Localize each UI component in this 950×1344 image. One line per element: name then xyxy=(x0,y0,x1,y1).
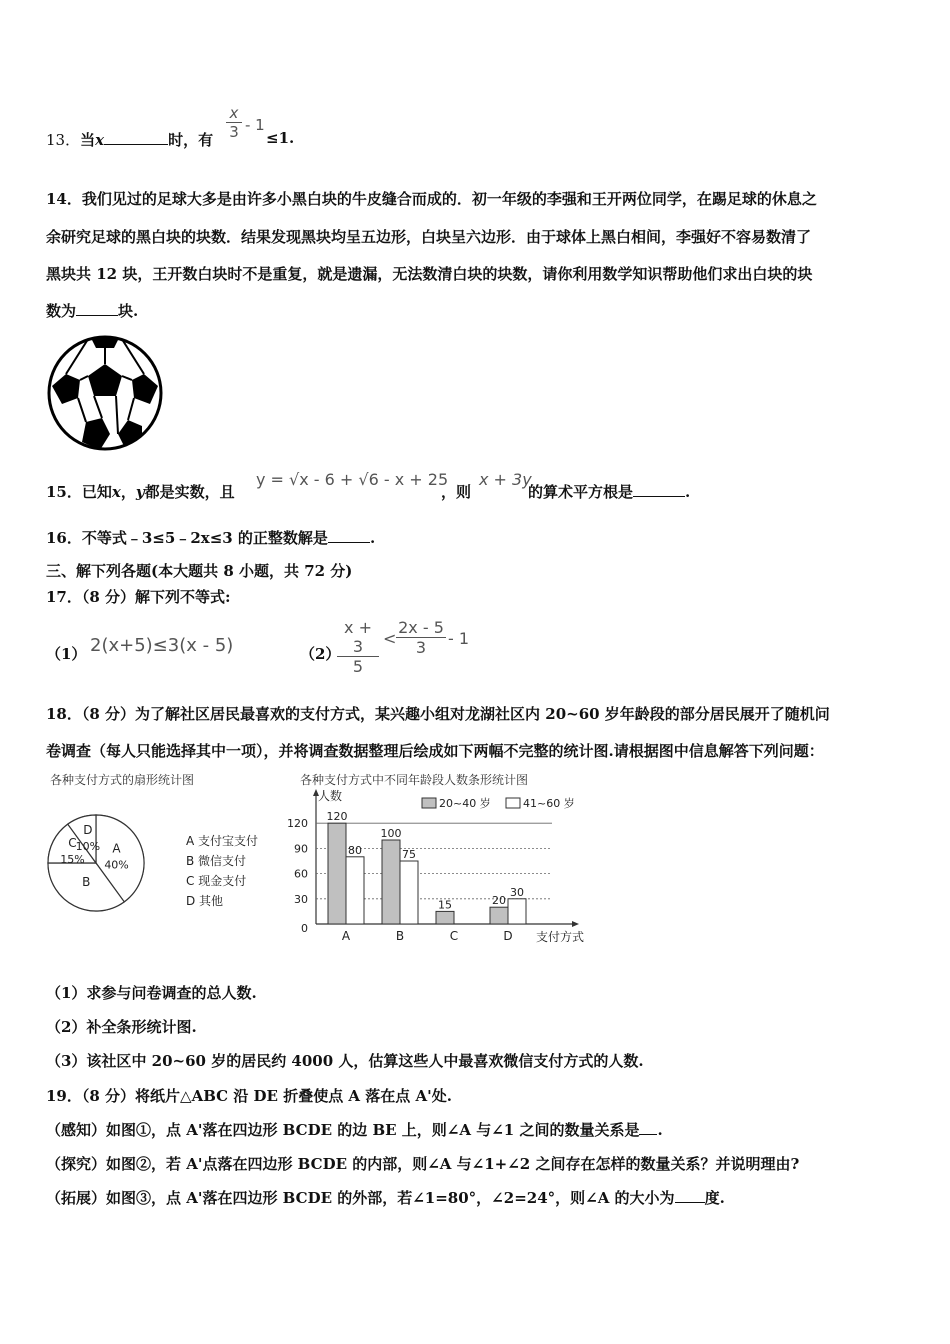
x-tick-label: B xyxy=(395,929,405,943)
bar-value-label: 15 xyxy=(438,898,452,912)
q14-line-1: 14．我们见过的足球大多是由许多小黑白块的牛皮缝合而成的．初一年级的李强和王开两位同学，在踢足球的休息之 xyxy=(46,190,817,208)
x-axis-arrow xyxy=(572,921,579,927)
x-tick-label: C xyxy=(449,929,459,943)
q15-mid: 都是实数，且 xyxy=(144,483,235,501)
legend-label-2: 41~60 岁 xyxy=(523,797,575,810)
q18-line-2: 卷调查（每人只能选择其中一项），并将调查数据整理后绘成如下两幅不完整的统计图.请根据图中信息解答下列问题： xyxy=(46,742,824,760)
q17-p2-num1: x + 3 xyxy=(344,618,372,656)
legend-swatch-1 xyxy=(422,798,436,808)
bar-b-series-2 xyxy=(400,861,418,924)
y-tick-label: 90 xyxy=(294,842,308,856)
bar-chart-title: 各种支付方式中不同年龄段人数条形统计图 xyxy=(300,773,529,787)
q14-line-4 xyxy=(46,300,138,321)
question-15 xyxy=(46,481,235,502)
bar-content xyxy=(287,788,584,944)
q15-end: . xyxy=(685,483,691,501)
y-axis-label: 人数 xyxy=(318,789,343,803)
soccer-ball-image xyxy=(46,334,164,452)
bar-d-series-1 xyxy=(490,907,508,924)
pie-slices xyxy=(48,815,144,911)
q15-pre: 15．已知 xyxy=(46,483,112,501)
q17-p2-fraction-1 xyxy=(337,618,379,676)
q17-p2-label: （2） xyxy=(300,645,341,663)
q14-line-4-post: 块. xyxy=(118,302,139,320)
q15-equation: y = √x - 6 + √6 - x + 25 xyxy=(256,470,449,489)
bar-value-label: 30 xyxy=(510,885,524,899)
q17-p2-den2: 3 xyxy=(415,638,427,657)
bar-b-series-1 xyxy=(382,840,400,924)
q18-sub-2: （2）补全条形统计图. xyxy=(46,1018,197,1036)
q17-p2-lt: < xyxy=(383,629,397,648)
q13-frac-den: 3 xyxy=(229,123,239,141)
legend-label-1: 20~40 岁 xyxy=(439,797,491,810)
pie-legend-item: D 其他 xyxy=(186,894,224,908)
pie-chart-title: 各种支付方式的扇形统计图 xyxy=(50,773,195,787)
answer-blank-16[interactable] xyxy=(328,528,370,543)
bar-chart xyxy=(284,770,604,950)
q17-p2-num2: 2x - 5 xyxy=(398,618,444,637)
q14-line-2: 余研究足球的黑白块的块数．结果发现黑块均呈五边形，白块呈六边形．由于球体上黑白相间，李强好不容易数清了 xyxy=(46,228,812,246)
q18-sub-3: （3）该社区中 20~60 岁的居民约 4000 人，估算这些人中最喜欢微信支付方式的人数. xyxy=(46,1052,644,1070)
bar-value-label: 80 xyxy=(348,843,362,857)
question-16 xyxy=(46,527,375,548)
q14-line-4-pre: 数为 xyxy=(46,302,77,320)
pie-slice-percent-d: 10% xyxy=(75,839,101,853)
q13-pre: 当 xyxy=(80,131,96,149)
q17-p1-label: （1） xyxy=(46,645,87,663)
question-13 xyxy=(46,129,213,150)
bar-value-label: 75 xyxy=(402,848,416,861)
q13-fraction xyxy=(226,104,242,141)
q17-p2-den1: 5 xyxy=(352,657,364,676)
q17-p1-expr: 2(x+5)≤3(x - 5) xyxy=(90,635,234,656)
q14-line-3: 黑块共 12 块，王开数白块时不是重复，就是遗漏，无法数清白块的块数，请你利用数学知识帮助他们求出白块的块 xyxy=(46,265,813,283)
legend-swatch-2 xyxy=(506,798,520,808)
bar-a-series-2 xyxy=(346,857,364,924)
q19-extend-end: 度. xyxy=(704,1189,725,1207)
bar-a-series-1 xyxy=(328,823,346,924)
y-tick-label: 60 xyxy=(294,867,308,881)
pie-legend xyxy=(186,833,258,908)
q13-frac-rest: - 1 xyxy=(245,116,265,134)
q15-x: x xyxy=(111,483,121,501)
pie-legend-item: C 现金支付 xyxy=(186,874,247,888)
q17-p2-rest: - 1 xyxy=(448,629,470,648)
q18-sub-1: （1）求参与问卷调查的总人数. xyxy=(46,984,257,1002)
answer-blank-19-perceive[interactable] xyxy=(639,1120,657,1135)
x-axis-label: 支付方式 xyxy=(536,930,585,944)
answer-blank-15[interactable] xyxy=(633,482,685,497)
section-3-heading: 三、解下列各题(本大题共 8 小题，共 72 分) xyxy=(46,562,353,580)
y-tick-label: 0 xyxy=(301,922,308,935)
answer-blank-14[interactable] xyxy=(76,301,118,316)
q19-perceive-end: . xyxy=(657,1121,663,1139)
q19-perceive-text: （感知）如图①，点 A'落在四边形 BCDE 的边 BE 上，则∠A 与∠1 之间的数量关系是 xyxy=(46,1121,640,1139)
q19-title: 19．（8 分）将纸片△ABC 沿 DE 折叠使点 A 落在点 A'处. xyxy=(46,1087,452,1105)
q18-line-1: 18．（8 分）为了解社区居民最喜欢的支付方式，某兴趣小组对龙湖社区内 20~60 岁年龄段的部分居民展开了随机问 xyxy=(46,705,830,723)
answer-blank-13[interactable] xyxy=(104,130,168,145)
bar-c-series-1 xyxy=(436,911,454,924)
q16-pre: 16．不等式﹣3≤5﹣2x≤3 的正整数解是 xyxy=(46,529,328,547)
q15-y: y xyxy=(135,483,145,501)
q13-mid: 时，有 xyxy=(168,131,214,149)
q13-frac-num: x xyxy=(229,104,239,122)
q17-title: 17．（8 分）解下列不等式: xyxy=(46,588,231,606)
y-tick-label: 30 xyxy=(294,892,308,906)
pie-slice-label-c: C xyxy=(68,836,77,851)
q17-p2-fraction-2 xyxy=(396,618,446,657)
q15-mid2: ，则 xyxy=(441,483,472,501)
x-tick-label: A xyxy=(341,929,351,943)
q19-explore: （探究）如图②，若 A'点落在四边形 BCDE 的内部，则∠A 与∠1+∠2 之间存在怎样的数量关系？并说明理由? xyxy=(46,1155,800,1173)
q15-expr: x + 3y xyxy=(479,470,532,489)
pie-legend-item: A 支付宝支付 xyxy=(186,834,259,848)
pie-slice-percent-c: 15% xyxy=(60,853,85,867)
q16-end: . xyxy=(369,529,376,547)
q15-tail xyxy=(528,481,690,502)
bar-value-label: 20 xyxy=(492,894,506,908)
y-tick-label: 120 xyxy=(287,817,308,831)
pie-slice-percent-a: 40% xyxy=(104,858,129,872)
pie-slice-label-b: B xyxy=(82,875,91,890)
q15-comma: ， xyxy=(120,483,136,501)
q19-extend-text: （拓展）如图③，点 A'落在四边形 BCDE 的外部，若∠1=80°，∠2=24°，则∠A 的大小为 xyxy=(46,1189,675,1207)
pie-slice-label-a: A xyxy=(112,841,121,856)
q15-post: 的算术平方根是 xyxy=(528,483,634,501)
x-tick-label: D xyxy=(503,929,513,943)
bar-d-series-2 xyxy=(508,899,526,924)
bar-value-label: 120 xyxy=(326,810,348,824)
q13-post: ≤1. xyxy=(266,129,295,147)
q13-number: 13． xyxy=(46,131,81,149)
q19-perceive xyxy=(46,1119,663,1140)
q13-var: x xyxy=(95,131,105,149)
pie-chart xyxy=(44,770,284,930)
pie-legend-item: B 微信支付 xyxy=(186,854,247,868)
pie-slice-label-d: D xyxy=(83,822,93,837)
q19-extend xyxy=(46,1187,725,1208)
answer-blank-19-extend[interactable] xyxy=(675,1188,705,1203)
bar-value-label: 100 xyxy=(380,827,402,840)
